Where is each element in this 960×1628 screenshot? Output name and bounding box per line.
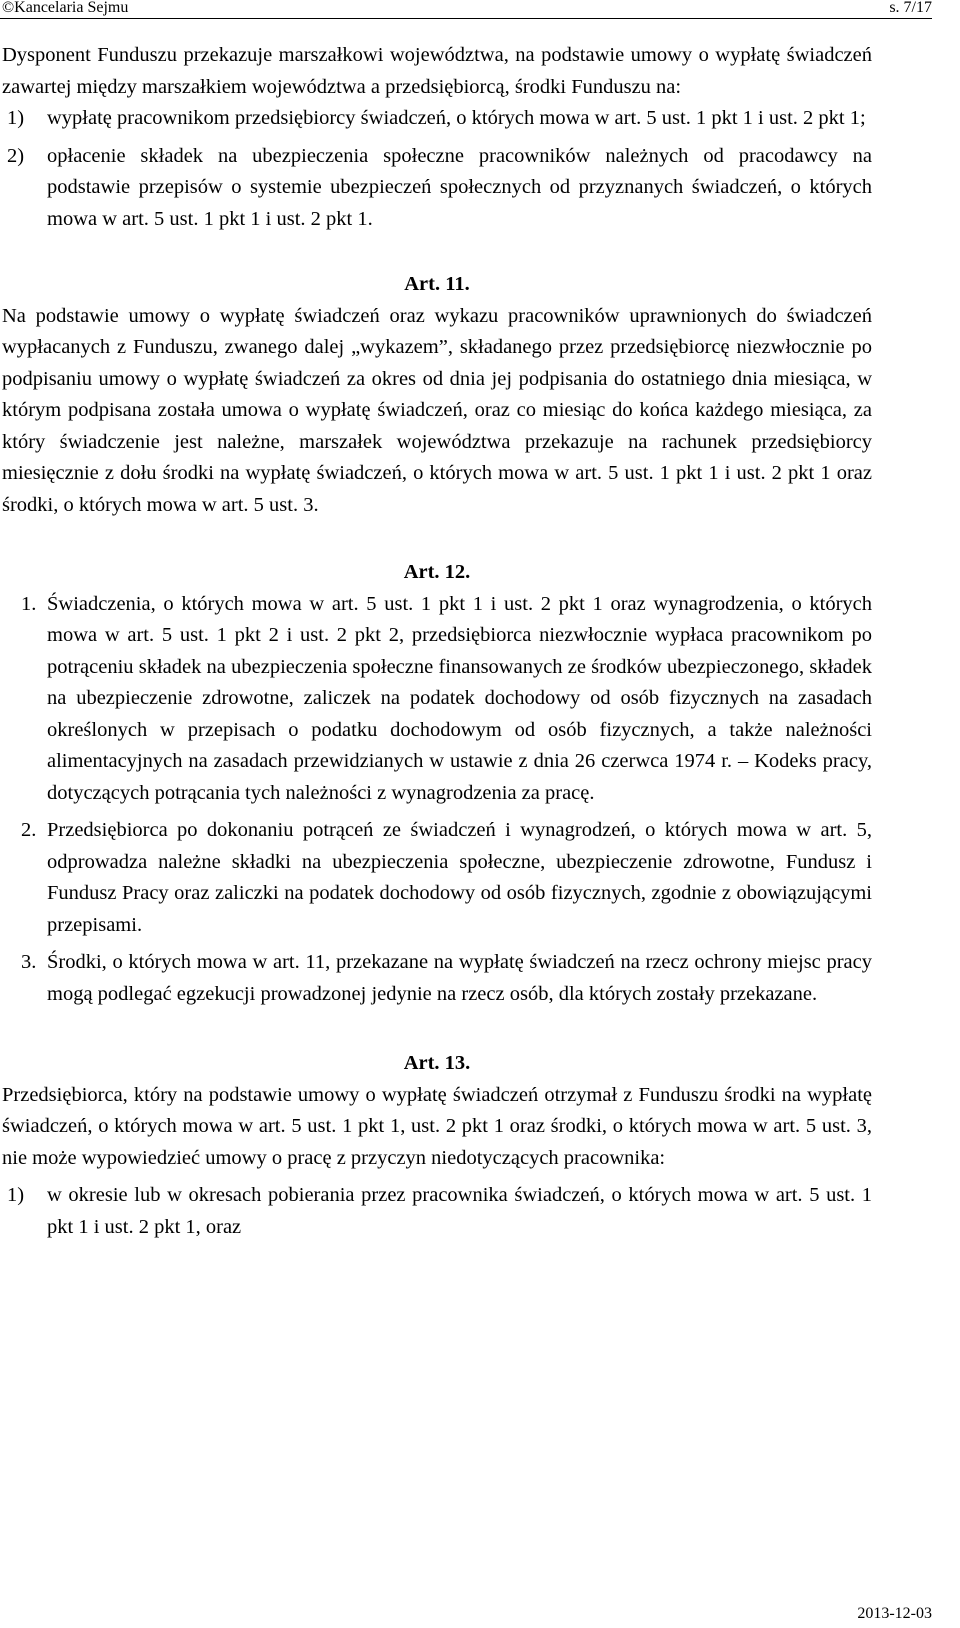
page-number: s. 7/17 — [889, 0, 932, 16]
item-number: 1) — [7, 1184, 25, 1206]
paragraph-number: 1. — [21, 592, 37, 615]
item-text: wypłatę pracownikom przedsiębiorcy świadczeń, o których mowa w art. 5 ust. 1 pkt 1 i ust. 2 pkt 1; — [47, 107, 866, 129]
article-12-paragraph-1 — [21, 589, 872, 810]
page-header — [2, 0, 932, 18]
paragraph-text: Środki, o których mowa w art. 11, przekazane na wypłatę świadczeń na rzecz ochrony miejsc pracy mogą podlegać egzekucji prowadzonej jedynie na rzecz osób, dla których zostały przekazane. — [47, 951, 872, 1005]
header-divider — [0, 18, 932, 19]
article-11-heading: Art. 11. — [404, 273, 470, 295]
paragraph-text: Przedsiębiorca po dokonaniu potrąceń ze świadczeń i wynagrodzeń, o których mowa w art. 5, odprowadza należne składki na ubezpieczenia społeczne, ubezpieczenie zdrowotne, Fundusz i Fundusz Pracy oraz zaliczki na podatek dochodowy od osób fizycznych, zgodnie z obowiązującymi przepisami. — [47, 819, 872, 936]
item-number: 1) — [7, 107, 25, 129]
intro-item-1 — [2, 103, 872, 135]
intro-paragraph: Dysponent Funduszu przekazuje marszałkowi województwa, na podstawie umowy o wypłatę świadczeń zawartej między marszałkiem województwa a przedsiębiorcą, środki Funduszu na: — [2, 44, 872, 98]
item-number: 2) — [7, 144, 25, 167]
article-13-text: Przedsiębiorca, który na podstawie umowy o wypłatę świadczeń otrzymał z Funduszu środki na wypłatę świadczeń, o których mowa w art. 5 ust. 1 pkt 1, ust. 2 pkt 1 oraz środki, o których mowa w art. 5 ust. 3, nie może wypowiedzieć umowy o pracę z przyczyn niedotyczących pracownika: — [2, 1083, 872, 1169]
paragraph-text: Świadczenia, o których mowa w art. 5 ust. 1 pkt 1 i ust. 2 pkt 1 oraz wynagrodzenia, o których mowa w art. 5 ust. 1 pkt 2 i ust. 2 pkt 2, przedsiębiorca niezwłocznie wypłaca pracownikom po potrąceniu składek na ubezpieczenia społeczne finansowanych ze środków ubezpieczonego, składek na ubezpieczenie zdrowotne, zaliczek na podatek dochodowy od osób fizycznych na zasadach określonych w przepisach o podatku dochodowym od osób fizycznych, a także należności alimentacyjnych na zasadach przewidzianych w ustawie z dnia 26 czerwca 1974 r. – Kodeks pracy, dotyczących potrącania tych należności z wynagrodzenia za pracę. — [47, 592, 872, 804]
article-12-paragraph-3 — [21, 947, 872, 1010]
document-body — [2, 40, 872, 1243]
article-11-text: Na podstawie umowy o wypłatę świadczeń oraz wykazu pracowników uprawnionych do świadczeń wypłacanych z Funduszu, zwanego dalej „wykazem”, składanego przez przedsiębiorcę niezwłocznie po podpisaniu umowy o wypłatę świadczeń za okres od dnia jej podpisania do ostatniego dnia miesiąca, w którym podpisana została umowa o wypłatę świadczeń, oraz co miesiąc do końca każdego miesiąca, za który świadczenie jest należne, marszałek województwa przekazuje na rachunek przedsiębiorcy miesięcznie z dołu środki na wypłatę świadczeń, o których mowa w art. 5 ust. 1 pkt 1 i ust. 2 pkt 1 oraz środki, o których mowa w art. 5 ust. 3. — [2, 304, 872, 516]
item-text: opłacenie składek na ubezpieczenia społeczne pracowników należnych od pracodawcy na podstawie przepisów o systemie ubezpieczeń społecznych od przyznanych świadczeń, o których mowa w art. 5 ust. 1 pkt 1 i ust. 2 pkt 1. — [47, 144, 872, 230]
copyright-label: ©Kancelaria Sejmu — [2, 0, 129, 16]
document-date: 2013-12-03 — [857, 1605, 932, 1622]
article-13-heading: Art. 13. — [403, 1052, 471, 1074]
item-text: w okresie lub w okresach pobierania przez pracownika świadczeń, o których mowa w art. 5 ust. 1 pkt 1 i ust. 2 pkt 1, oraz — [47, 1184, 872, 1238]
article-13-item-1 — [2, 1180, 872, 1243]
paragraph-number: 2. — [21, 819, 37, 841]
intro-item-2 — [2, 141, 872, 236]
article-12-paragraph-2 — [21, 815, 872, 941]
article-12-heading: Art. 12. — [403, 561, 471, 583]
paragraph-number: 3. — [21, 951, 37, 973]
